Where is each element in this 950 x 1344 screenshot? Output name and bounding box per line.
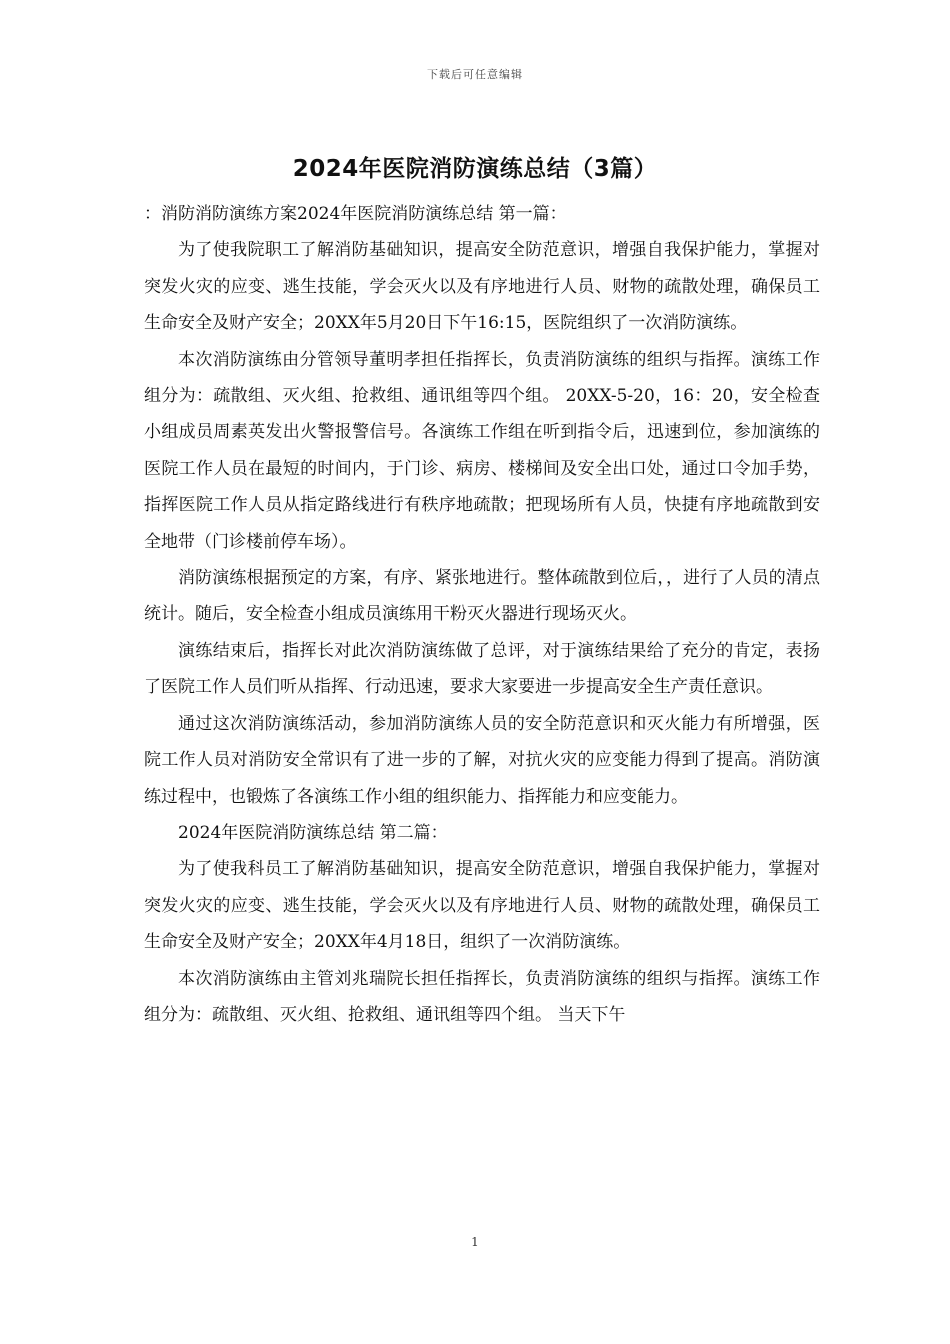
paragraph: 本次消防演练由分管领导董明孝担任指挥长，负责消防演练的组织与指挥。演练工作组分为：疏散组、灭火组、抢救组、通讯组等四个组。 20XX-5-20，16：20，安全检查小组成员周素英发出火警报警信号。各演练工作组在听到指令后，迅速到位，参加演练的医院工作人员在最短的时间内，于门诊、病房、楼梯间及安全出口处，通过口令加手势，指挥医院工作人员从指定路线进行有秩序地疏散；把现场所有人员，快捷有序地疏散到安全地带（门诊楼前停车场）。 xyxy=(144,349,820,552)
document-body xyxy=(144,196,820,1033)
paragraph: 为了使我院职工了解消防基础知识，提高安全防范意识，增强自我保护能力，掌握对突发火灾的应变、逃生技能，学会灭火以及有序地进行人员、财物的疏散处理，确保员工生命安全及财产安全；20XX年5月20日下午16:15，医院组织了一次消防演练。 xyxy=(144,240,820,334)
paragraph: 为了使我科员工了解消防基础知识，提高安全防范意识，增强自我保护能力，掌握对突发火灾的应变、逃生技能，学会灭火以及有序地进行人员、财物的疏散处理，确保员工生命安全及财产安全；20XX年4月18日，组织了一次消防演练。 xyxy=(144,859,820,953)
document-title: 2024年医院消防演练总结（3篇） xyxy=(292,156,658,182)
paragraph: 演练结束后，指挥长对此次消防演练做了总评，对于演练结果给了充分的肯定，表扬了医院工作人员们听从指挥、行动迅速，要求大家要进一步提高安全生产责任意识。 xyxy=(144,640,820,698)
paragraph: 消防演练根据预定的方案，有序、紧张地进行。整体疏散到位后，，进行了人员的清点统计。随后，安全检查小组成员演练用干粉灭火器进行现场灭火。 xyxy=(144,568,820,625)
paragraph: 本次消防演练由主管刘兆瑞院长担任指挥长，负责消防演练的组织与指挥。演练工作组分为：疏散组、灭火组、抢救组、通讯组等四个组。 当天下午 xyxy=(144,968,820,1025)
header-note: 下载后可任意编辑 xyxy=(427,68,523,81)
intro-line: ：消防消防演练方案2024年医院消防演练总结 第一篇： xyxy=(144,204,567,224)
paragraph: 通过这次消防演练活动，参加消防演练人员的安全防范意识和灭火能力有所增强，医院工作人员对消防安全常识有了进一步的了解，对抗火灾的应变能力得到了提高。消防演练过程中，也锻炼了各演练工作小组的组织能力、指挥能力和应变能力。 xyxy=(144,713,820,807)
page-number: 1 xyxy=(471,1235,479,1249)
section-heading: 2024年医院消防演练总结 第二篇： xyxy=(178,822,448,843)
